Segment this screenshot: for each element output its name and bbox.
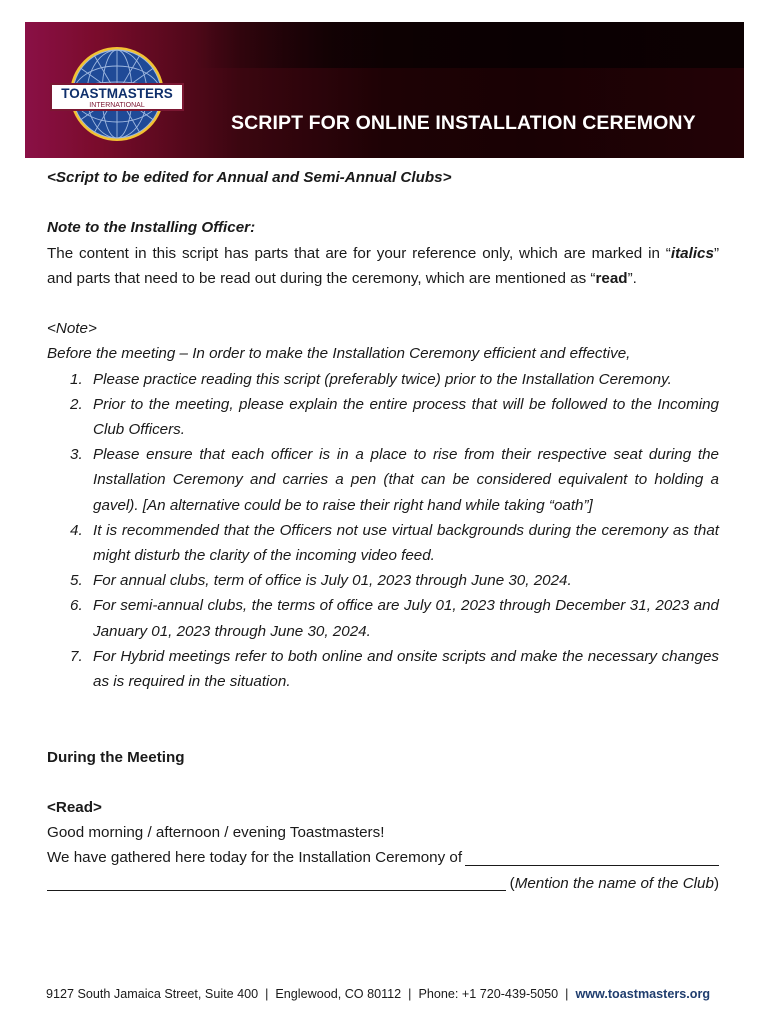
list-item: 7. For Hybrid meetings refer to both online and onsite scripts and make the necessary changes as is required in the situation. — [70, 647, 719, 691]
list-item: 5. For annual clubs, term of office is July 01, 2023 through June 30, 2024. — [70, 572, 572, 590]
intro-paragraph: The content in this script has parts that are for your reference only, which are marked in “italics” and parts that need to be read out during the ceremony, which are mentioned as “read”. — [47, 244, 719, 287]
list-item: 4. It is recommended that the Officers not use virtual backgrounds during the ceremony as that might disturb the clarity of the incoming video feed. — [70, 521, 719, 565]
club-name-line-2: ( Mention the name of the Club ) — [47, 871, 719, 896]
club-name-blank — [465, 845, 719, 865]
list-item: 3. Please ensure that each officer is in a place to rise from their respective seat during the Installation Ceremony and carries a pen (that can be considered equivalent to holding a gavel). [An alternative could be to raise their right hand while taking “oath”] — [70, 446, 719, 514]
logo-wordmark: TOASTMASTERS — [61, 86, 173, 101]
footer-website-link[interactable]: www.toastmasters.org — [575, 987, 711, 1001]
document-title: SCRIPT FOR ONLINE INSTALLATION CEREMONY — [231, 112, 696, 134]
greeting-text: Good morning / afternoon / evening Toastmasters! — [47, 824, 385, 842]
document-body — [47, 165, 719, 896]
list-item: 2. Prior to the meeting, please explain the entire process that will be followed to the Incoming Club Officers. — [70, 395, 719, 438]
logo-subtext: INTERNATIONAL — [89, 102, 145, 109]
footer-address: 9127 South Jamaica Street, Suite 400 | Englewood, CO 80112 | Phone: +1 720-439-5050 | — [46, 987, 576, 1001]
before-meeting-text: Before the meeting – In order to make the Installation Ceremony efficient and effective, — [47, 345, 631, 363]
toastmasters-globe-logo — [49, 47, 184, 142]
page-footer — [46, 987, 710, 1001]
read-tag: <Read> — [47, 799, 102, 817]
italics-word: italics — [670, 244, 714, 262]
note-heading: Note to the Installing Officer: — [47, 219, 256, 237]
note-tag: <Note> — [47, 320, 97, 338]
during-meeting-heading: During the Meeting — [47, 748, 185, 766]
read-word: read — [595, 269, 628, 287]
club-name-blank-2 — [47, 871, 506, 891]
list-item: 6. For semi-annual clubs, the terms of office are July 01, 2023 through December 31, 2023 and January 01, 2023 through June 30, 2024. — [70, 597, 719, 640]
banner-top-band — [195, 22, 744, 68]
header-banner — [25, 22, 744, 158]
mention-instruction: Mention the name of the Club — [514, 874, 714, 892]
script-subtitle: <Script to be edited for Annual and Semi-Annual Clubs> — [47, 169, 452, 186]
list-item: 1. Please practice reading this script (preferably twice) prior to the Installation Ceremony. — [70, 370, 672, 388]
club-name-line: We have gathered here today for the Installation Ceremony of — [47, 845, 719, 870]
notes-list — [47, 367, 719, 695]
